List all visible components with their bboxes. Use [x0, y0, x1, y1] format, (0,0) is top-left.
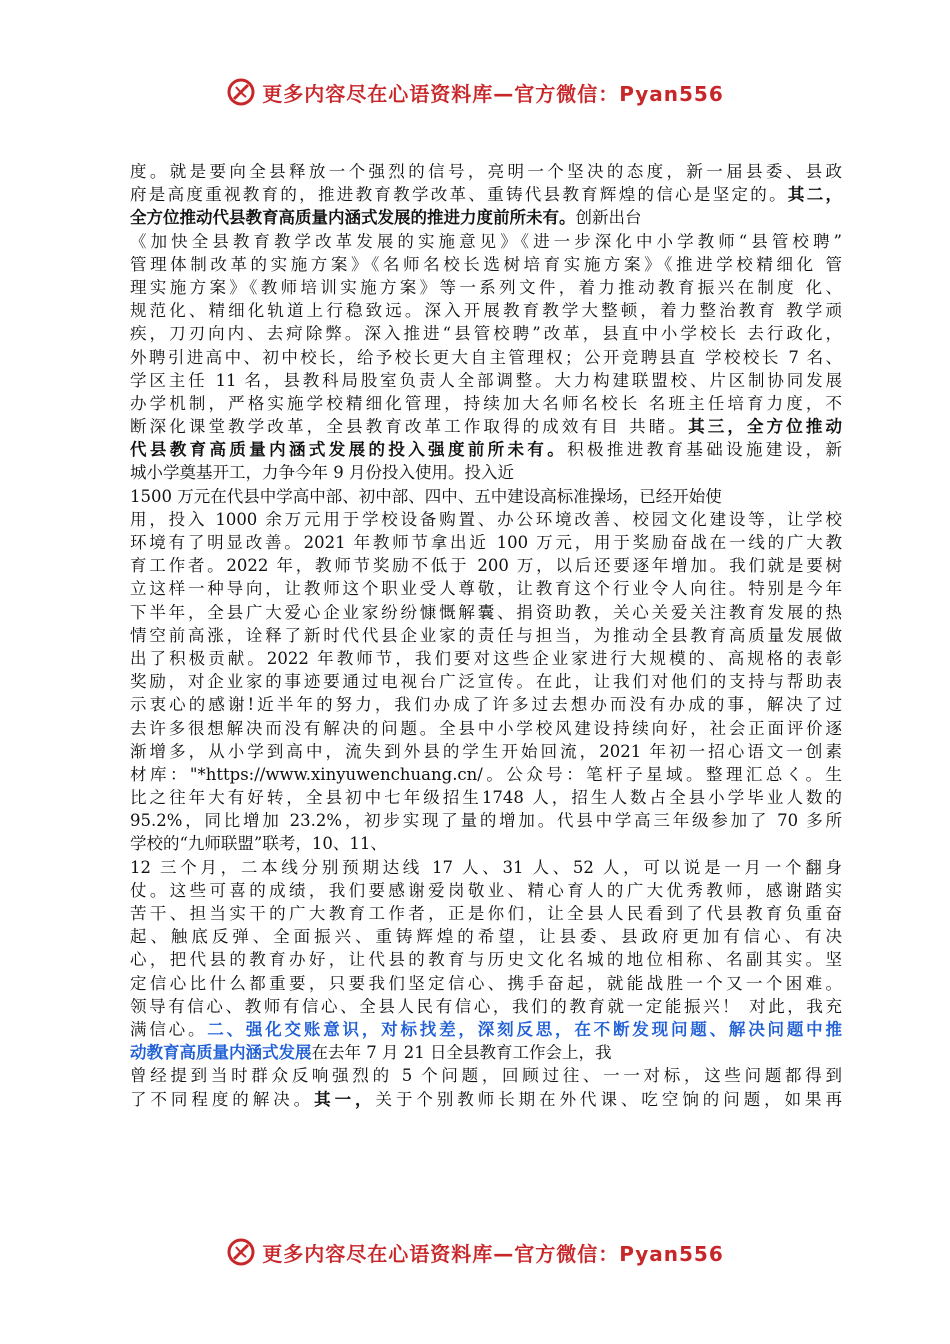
text-line [130, 299, 842, 322]
document-body [130, 160, 842, 1111]
text-run: 材库："*https://www.xinyuwenchuang.cn/。公众号：笔杆子星域。整理汇总く。生 [130, 764, 842, 784]
text-line [130, 276, 842, 299]
text-run: 仗。这些可喜的成绩，我们要感谢爱岗敬业、精心育人的广大优秀教师，感谢踏实 [130, 880, 842, 900]
text-run: 断深化课堂教学改革，全县教育改革工作取得的成效有目 共睹。 [130, 417, 689, 437]
text-run: 学校的“九师联盟”联考，10、11、 [130, 834, 387, 854]
text-line [130, 160, 842, 183]
text-run: 95.2%，同比增加 23.2%，初步实现了量的增加。代县中学高三年级参加了 70 多所 [130, 811, 842, 831]
text-run: 定信心比什么都重要，只要我们坚定信心、携手奋起，就能战胜一个又一个困难。 [130, 973, 842, 993]
text-line [130, 693, 842, 716]
text-run: 疾，刀刃向内、去疴除弊。深入推进“县管校聘”改革，县直中小学校长 去行政化， [130, 324, 842, 344]
watermark-text: 更多内容尽在心语资料库—官方微信：Pyan556 [262, 1241, 724, 1266]
text-run: 办学机制，严格实施学校精细化管理，持续加大名师名校长 名班主任培育力度，不 [130, 393, 842, 413]
text-run: 苦干、担当实干的广大教育工作者，正是你们，让全县人民看到了代县教育负重奋 [130, 904, 842, 923]
text-run: 外聘引进高中、初中校长，给予校长更大自主管理权；公开竞聘县直 学校校长 7 名、 [130, 347, 842, 367]
text-run: 比之往年大有好转，全县初中七年级招生1748 人，招生人数占全县小学毕业人数的 [130, 788, 842, 808]
text-line [130, 485, 842, 508]
text-line [130, 995, 842, 1018]
text-run: 学区主任 11 名，县教科局股室负责人全部调整。大力构建联盟校、片区制协同发展 [130, 370, 842, 390]
text-run: 了不同程度的解决。 [130, 1089, 315, 1109]
seal-logo-icon [226, 77, 256, 107]
text-run: 情空前高涨，诠释了新时代代县企业家的责任与担当，为推动全县教育高质量发展做 [130, 625, 842, 645]
text-line [130, 1088, 842, 1111]
text-run: 城小学奠基开工，力争今年 9 月份投入使用。投入近 [130, 463, 514, 483]
text-line [130, 183, 842, 206]
text-line [130, 1041, 842, 1064]
text-line [130, 902, 842, 925]
text-line [130, 554, 842, 577]
section-heading: 二、强化交账意识，对标找差，深刻反思，在不断发现问题、解决问题中推 [207, 1019, 842, 1039]
text-run: 下半年，全县广大爱心企业家纷纷慷慨解囊、捐资助教，关心关爱关注教育发展的热 [130, 602, 842, 622]
text-run: 渐增多，从小学到高中，流失到外县的学生开始回流，2021 年初一招心语文一创素 [130, 741, 842, 761]
text-line [130, 322, 842, 345]
text-run: 领导有信心、教师有信心、全县人民有信心，我们的教育就一定能振兴！ 对此，我充 [130, 996, 842, 1016]
text-line [130, 531, 842, 554]
text-line [130, 346, 842, 369]
text-line [130, 369, 842, 392]
text-run: 1500 万元在代县中学高中部、初中部、四中、五中建设高标准操场，已经开始使 [130, 486, 722, 506]
text-run: 在去年 7 月 21 日全县教育工作会上，我 [311, 1043, 612, 1063]
text-line [130, 415, 842, 438]
text-line [130, 879, 842, 902]
text-line [130, 577, 842, 600]
text-line [130, 601, 842, 624]
text-line [130, 972, 842, 995]
text-run: 积极推进教育基础设施建设，新 [567, 440, 842, 460]
text-run: 理实施方案》《教师培训实施方案》等一系列文件，着力推动教育振兴在制度 化、 [130, 277, 842, 297]
text-line [130, 438, 842, 461]
seal-logo-icon [226, 1237, 256, 1267]
text-line [130, 647, 842, 670]
bold-phrase: 其一， [314, 1089, 376, 1109]
text-line [130, 763, 842, 786]
header-watermark [0, 72, 950, 112]
text-line [130, 786, 842, 809]
text-line [130, 1018, 842, 1041]
text-line [130, 717, 842, 740]
watermark-text: 更多内容尽在心语资料库—官方微信：Pyan556 [262, 81, 724, 106]
text-run: 育工作者。2022 年，教师节奖励不低于 200 万，以后还要逐年增加。我们就是要树 [130, 556, 842, 576]
text-run: 关于个别教师长期在外代课、吃空饷的问题，如果再 [375, 1089, 842, 1109]
text-line [130, 740, 842, 763]
bold-phrase: 代县教育高质量内涵式发展的投入强度前所未有。 [130, 440, 568, 460]
text-run: 府是高度重视教育的，推进教育教学改革、重铸代县教育辉煌的信心是坚定的。 [130, 185, 788, 205]
text-run: 奖励，对企业家的事迹要通过电视台广泛宣传。在此，让我们对他们的支持与帮助表 [130, 672, 842, 692]
text-run: 创新出台 [575, 208, 642, 228]
text-run: 环境有了明显改善。2021 年教师节拿出近 100 万元，用于奖励奋战在一线的广大教 [130, 533, 842, 552]
text-run: 度。就是要向全县释放一个强烈的信号，亮明一个坚决的态度，新一届县委、县政 [130, 162, 842, 181]
text-run: 起、触底反弹、全面振兴、重铸辉煌的希望，让县委、县政府更加有信心、有决 [130, 927, 842, 947]
text-line [130, 948, 842, 971]
text-line [130, 206, 842, 229]
text-run: 曾经提到当时群众反响强烈的 5 个问题，回顾过往、一一对标，这些问题都得到 [130, 1066, 842, 1086]
text-run: 示衷心的感谢!近半年的努力，我们办成了许多过去想办而没有办成的事，解决了过 [130, 695, 842, 715]
bold-phrase: 其二， [787, 185, 842, 205]
text-run: 用，投入 1000 余万元用于学校设备购置、办公环境改善、校园文化建设等，让学校 [130, 509, 842, 529]
text-line [130, 832, 842, 855]
bold-phrase: 其三，全方位推动 [688, 417, 842, 437]
text-run: 管理体制改革的实施方案》《名师名校长选树培育实施方案》《推进学校精细化 管 [130, 254, 842, 274]
text-line [130, 624, 842, 647]
text-line [130, 253, 842, 276]
section-heading: 动教育高质量内涵式发展 [130, 1043, 312, 1063]
text-run: 心，把代县的教育办好，让代县的教育与历史文化名城的地位相称、名副其实。坚 [130, 950, 842, 970]
text-line [130, 508, 842, 531]
text-run: 出了积极贡献。2022 年教师节，我们要对这些企业家进行大规模的、高规格的表彰 [130, 648, 842, 668]
text-line [130, 856, 842, 879]
text-line [130, 461, 842, 484]
text-line [130, 1064, 842, 1087]
text-run: 满信心。 [130, 1019, 208, 1039]
text-line [130, 809, 842, 832]
text-run: 规范化、精细化轨道上行稳致远。深入开展教育教学大整顿，着力整治教育 教学顽 [130, 301, 842, 321]
text-line [130, 925, 842, 948]
bold-phrase: 全方位推动代县教育高质量内涵式发展的推进力度前所未有。 [130, 208, 576, 228]
text-line [130, 392, 842, 415]
text-run: 立这样一种导向，让教师这个职业受人尊敬，让教育这个行业令人向往。特别是今年 [130, 579, 842, 599]
text-run: 《加快全县教育教学改革发展的实施意见》《进一步深化中小学教师“县管校聘” [130, 231, 842, 251]
text-line [130, 670, 842, 693]
text-run: 去许多很想解决而没有解决的问题。全县中小学校风建设持续向好，社会正面评价逐 [130, 718, 842, 738]
text-line [130, 230, 842, 253]
footer-watermark [0, 1232, 950, 1272]
text-run: 12 三个月，二本线分别预期达线 17 人、31 人、52 人，可以说是一月一个翻身 [130, 857, 842, 877]
